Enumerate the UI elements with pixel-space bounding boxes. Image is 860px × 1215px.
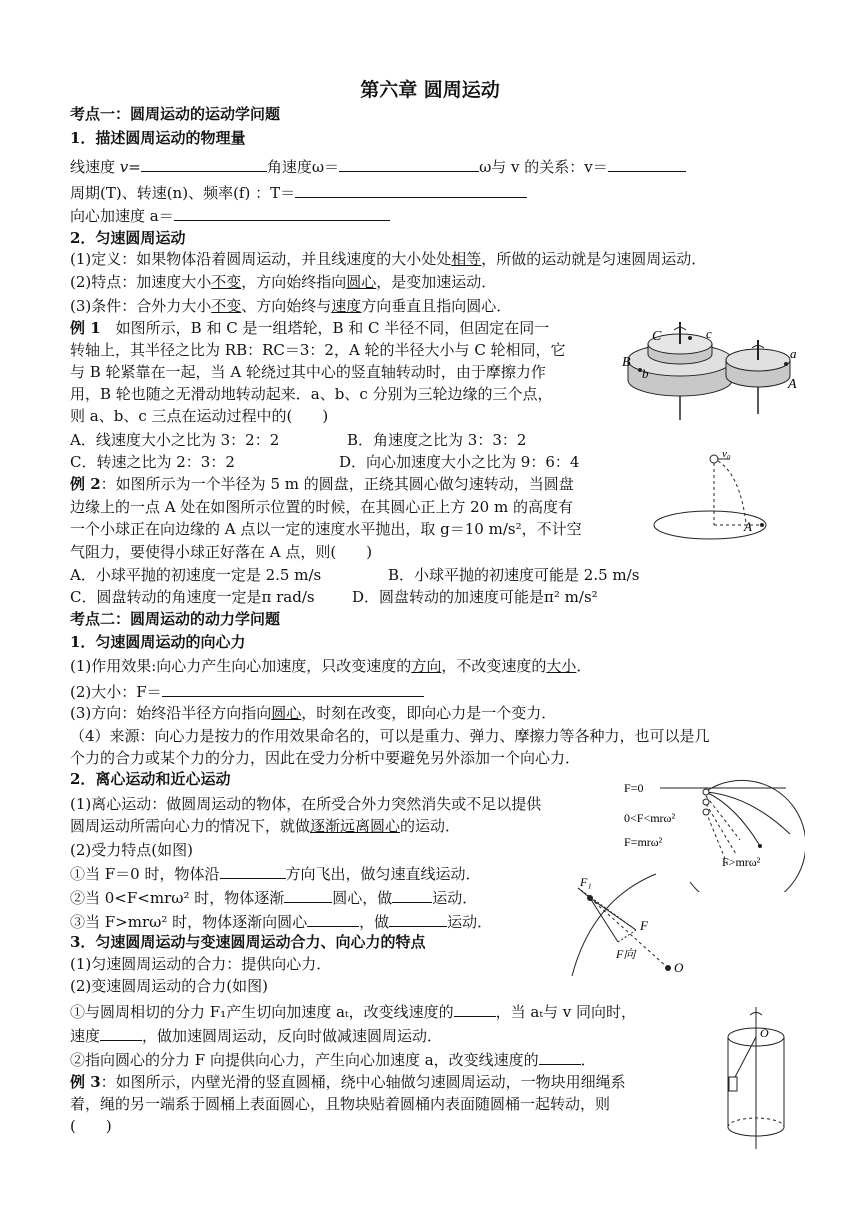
blank <box>307 910 359 927</box>
label-A: A <box>788 377 797 392</box>
label-f1: 0<F<mrω² <box>624 811 676 825</box>
uniform-force-line: (1)匀速圆周运动的合力：提供向心力． <box>70 955 332 973</box>
blank <box>100 1024 142 1041</box>
blank <box>295 181 527 198</box>
blank <box>392 886 432 903</box>
example1-option-c: C．转速之比为 2：3：2 <box>70 453 235 471</box>
page-title: 第六章 圆周运动 <box>360 79 500 101</box>
source-line1: （4）来源：向心力是按力的作用效果命名的，可以是重力、弹力、摩擦力等各种力，也可以是几 <box>70 727 710 745</box>
example2-line4: 气阻力，要使得小球正好落在 A 点，则( ) <box>70 543 373 561</box>
label-v0: v₀ <box>722 448 731 460</box>
disc-projectile-figure <box>650 445 775 545</box>
feature-line: (2)特点：加速度大小不变，方向始终指向圆心，是变加速运动． <box>70 273 497 291</box>
normal-force-line: ②指向圆心的分力 F 向提供向心力，产生向心加速度 a，改变线速度的 ． <box>70 1048 596 1070</box>
variable-motion-force-figure <box>560 870 690 980</box>
condition-line: (3)条件：合外力大小不变、方向始终与速度方向垂直且指向圆心． <box>70 297 512 315</box>
centrifugal-line1: (1)离心运动：做圆周运动的物体，在所受合外力突然消失或不足以提供 <box>70 795 542 813</box>
label-B: B <box>622 355 631 370</box>
size-line: (2)大小：F＝ <box>70 680 424 702</box>
label-Fn: F向 <box>616 947 636 961</box>
subsection-1-2: 2．匀速圆周运动 <box>70 229 186 247</box>
blank <box>162 680 424 697</box>
formula-centripetal-acc: 向心加速度 a＝ <box>70 204 390 226</box>
blank <box>174 204 390 221</box>
example2-option-b: B．小球平抛的初速度可能是 2.5 m/s <box>388 566 640 584</box>
force-feature: (2)受力特点(如图) <box>70 841 193 859</box>
subsection-2-1: 1．匀速圆周运动的向心力 <box>70 633 246 651</box>
example1-line1: 例 1 如图所示，B 和 C 是一组塔轮，B 和 C 半径不同，但固定在同一 <box>70 319 550 337</box>
subsection-2-3: 3．匀速圆周运动与变速圆周运动合力、向心力的特点 <box>70 933 426 951</box>
example2-option-a: A．小球平抛的初速度一定是 2.5 m/s <box>70 566 322 584</box>
example3-line3: ( ) <box>70 1117 112 1135</box>
example1-line4: 用，B 轮也随之无滑动地转动起来．a、b、c 分别为三轮边缘的三个点， <box>70 385 553 403</box>
blank <box>339 155 479 172</box>
label-b: b <box>642 366 649 381</box>
label-C: C <box>652 329 662 344</box>
example3-line2: 着，绳的另一端系于圆桶上表面圆心，且物块贴着圆桶内表面随圆桶一起转动，则 <box>70 1095 611 1113</box>
label-F1: F₁ <box>580 875 592 889</box>
effect-line: (1)作用效果:向心力产生向心加速度，只改变速度的方向，不改变速度的大小． <box>70 657 592 675</box>
direction-line: (3)方向：始终沿半径方向指向圆心，时刻在改变，即向心力是一个变力． <box>70 704 557 722</box>
section2-heading: 考点二：圆周运动的动力学问题 <box>70 610 281 628</box>
formula-period: 周期(T)、转速(n)、频率(f) ：T＝ <box>70 181 527 203</box>
blank <box>608 155 686 172</box>
formula-line-speed: 线速度 v= 角速度ω＝ ω与 v 的关系：v＝ <box>70 155 686 177</box>
cylinder-figure <box>718 1005 793 1155</box>
case1-line: ①当 F＝0 时，物体沿 方向飞出，做匀速直线运动． <box>70 862 481 884</box>
example2-option-c: C．圆盘转动的角速度一定是π rad/s <box>70 588 315 606</box>
case2-line: ②当 0<F<mrω² 时，物体逐渐 圆心，做 运动． <box>70 886 477 908</box>
example2-line2: 边缘上的一点 A 处在如图所示位置的时候，在其圆心正上方 20 m 的高度有 <box>70 498 573 516</box>
label-A: A <box>744 519 752 534</box>
label-f2: F=mrω² <box>624 835 663 849</box>
section1-heading: 考点一：圆周运动的运动学问题 <box>70 105 281 123</box>
label-F: F <box>640 918 648 933</box>
tangent-line2: 速度 ，做加速圆周运动，反向时做减速圆周运动． <box>70 1024 442 1046</box>
example1-line2: 转轴上，其半径之比为 RB：RC＝3：2，A 轮的半径大小与 C 轮相同，它 <box>70 341 566 359</box>
example2-line1: 例 2：如图所示为一个半径为 5 m 的圆盘，正绕其圆心做匀速转动，当圆盘 <box>70 475 574 493</box>
source-line2: 个力的合力或某个力的分力，因此在受力分析中要避免另外添加一个向心力． <box>70 749 581 767</box>
label-c: c <box>706 326 712 341</box>
example1-option-d: D．向心加速度大小之比为 9：6：4 <box>339 453 580 471</box>
blank <box>284 886 332 903</box>
variable-force-line: (2)变速圆周运动的合力(如图) <box>70 977 268 995</box>
definition-line: (1)定义：如果物体沿着圆周运动，并且线速度的大小处处相等，所做的运动就是匀速圆周运动． <box>70 250 707 268</box>
case3-line: ③当 F>mrω² 时，物体逐渐向圆心 ，做 运动． <box>70 910 492 932</box>
label-a: a <box>790 346 797 361</box>
tower-wheel-figure <box>620 318 800 430</box>
example1-option-b: B．角速度之比为 3：3：2 <box>347 431 527 449</box>
label-f0: F=0 <box>624 781 644 795</box>
label-O: O <box>760 1026 769 1040</box>
subsection-2-2: 2．离心运动和近心运动 <box>70 770 231 788</box>
example2-line3: 一个小球正在向边缘的 A 点以一定的速度水平抛出，取 g＝10 m/s²，不计空 <box>70 520 582 538</box>
centrifugal-line2: 圆周运动所需向心力的情况下，就做逐渐远离圆心的运动． <box>70 817 461 835</box>
blank <box>389 910 447 927</box>
blank <box>454 1000 496 1017</box>
blank <box>220 862 286 879</box>
blank <box>141 155 267 172</box>
example1-line5: 则 a、b、c 三点在运动过程中的( ) <box>70 407 329 425</box>
example1-option-a: A．线速度大小之比为 3：2：2 <box>70 431 280 449</box>
label-O: O <box>674 960 684 975</box>
example2-option-d: D．圆盘转动的加速度可能是π² m/s² <box>352 588 598 606</box>
subsection-1-1: 1．描述圆周运动的物理量 <box>70 129 246 147</box>
label-f3: F>mrω² <box>722 855 761 869</box>
tangent-line1: ①与圆周相切的分力 F₁产生切向加速度 aₜ，改变线速度的 ，当 aₜ与 v 同向时， <box>70 1000 636 1022</box>
example3-line1: 例 3：如图所示，内壁光滑的竖直圆桶，绕中心轴做匀速圆周运动，一物块用细绳系 <box>70 1073 626 1091</box>
example1-line3: 与 B 轮紧靠在一起，当 A 轮绕过其中心的竖直轴转动时，由于摩擦力作 <box>70 363 546 381</box>
blank <box>539 1048 581 1065</box>
